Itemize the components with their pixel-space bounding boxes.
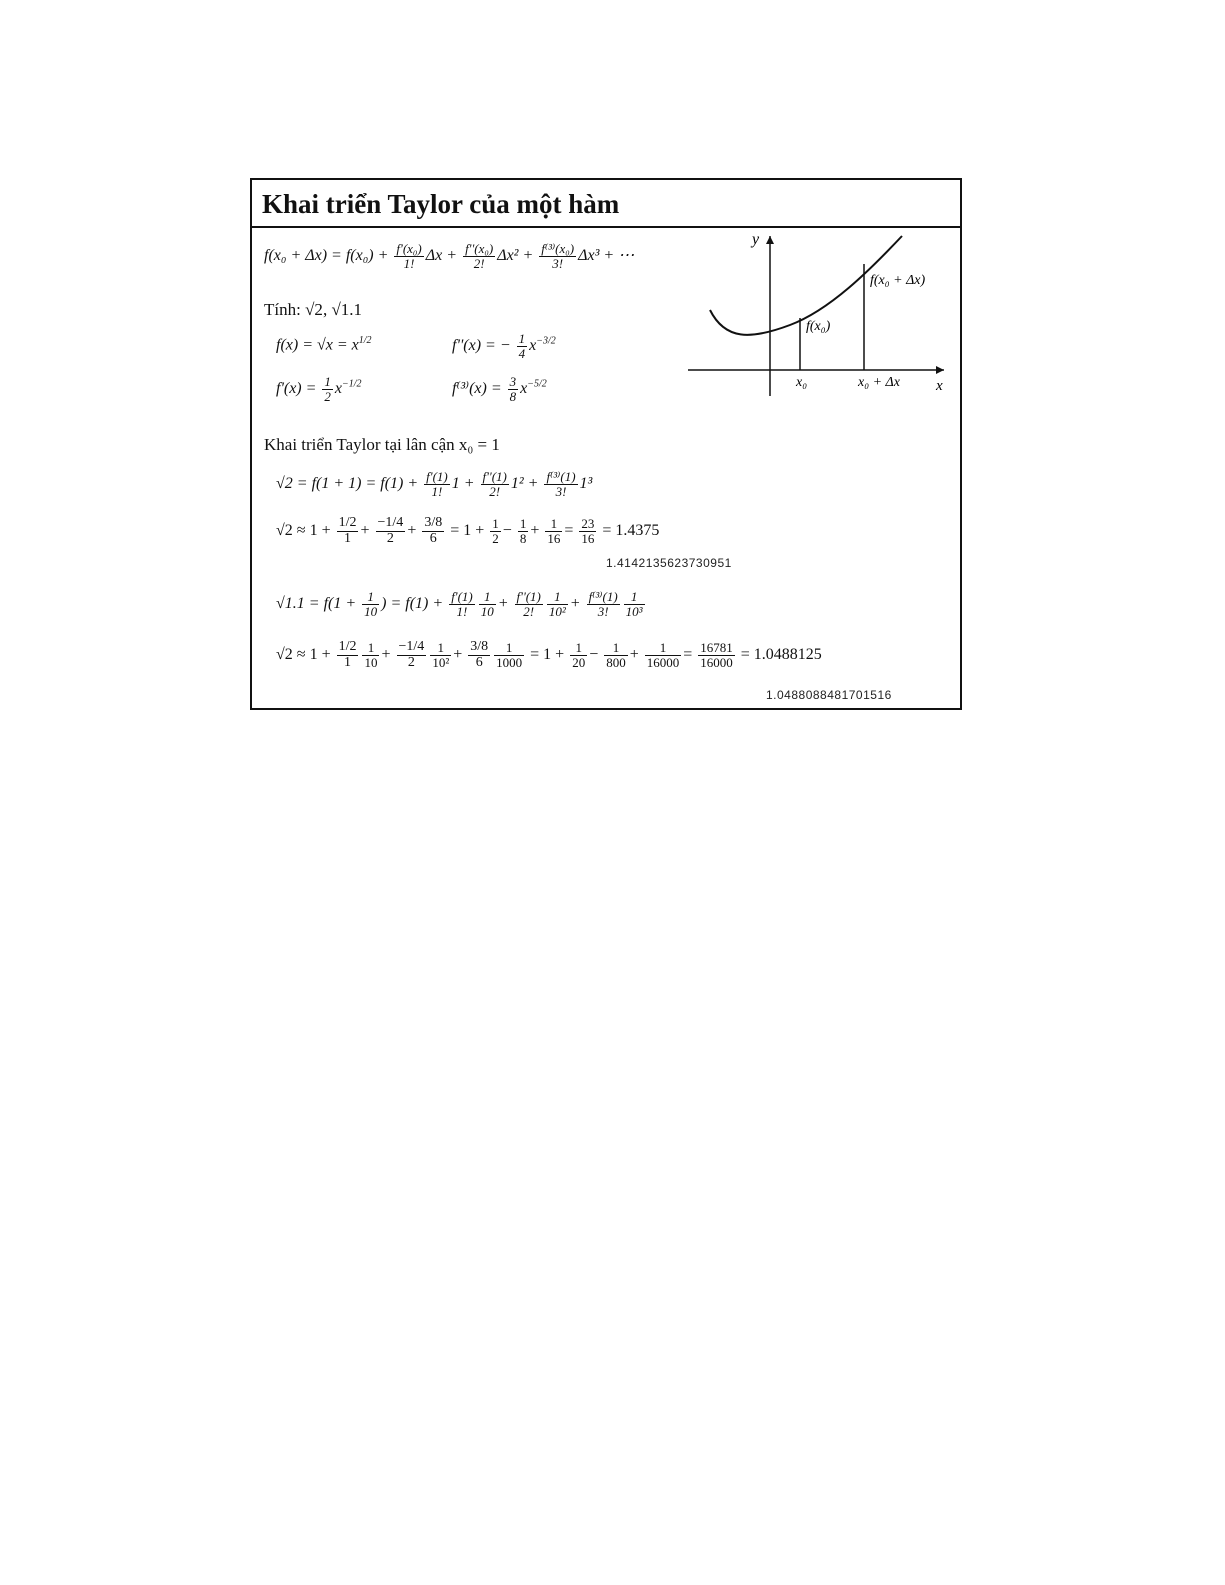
expand-label: Khai triển Taylor tại lân cận x₀ = 1 [264,435,500,454]
sqrt11-expansion: √1.1 = f(1 + $\frac{1}{10}$ ) = f(1) + $\frac{f'(1)}{1!}$ $\frac{1}{10}$ + $\frac{f''(1)}{2!}$ $\frac{1}{\text{10²}}$ + $\frac{\text{f⁽³⁾(1)}}{3!}$ $\frac{1}{\text{10³}}$ [276,589,643,619]
tinh-line: Tính: √2, √1.1 [264,300,363,319]
sqrt2-approx: √2 ≈ 1 + $\frac{1/2}{1}$ + $\frac{-1/4}{2}$ + $\frac{3/8}{6}$ = 1 + $\frac{1}{2}$ − $\frac{1}{8}$ + $\frac{1}{16}$ = $\frac{23}{16}$ = 1.4375 [276,515,660,546]
taylor-graph [680,230,960,406]
slide [250,178,962,710]
x-label: x [936,378,943,394]
def-f2: f''(x) = − $\frac{1}{4}$ $x^{-3/2}$ [452,331,556,361]
sqrt2-expansion: √2 = f(1 + 1) = f(1) + $\frac{f'(1)}{1!}$ 1 + $\frac{f''(1)}{2!}$ 1² + $\frac{\text{f⁽³⁾(1)}}{3!}$ 1³ [276,469,593,499]
x0-label: x₀ [796,375,808,390]
fx0-label: f(x₀) [806,319,831,334]
y-label: y [752,231,760,248]
def-f: $f(x) = √x = x^{1/2}$ [276,335,372,354]
x0dx-label: x₀ + Δx [858,375,900,390]
sqrt2-true-value: 1.4142135623730951 [606,556,732,570]
sqrt11-approx: √2 ≈ 1 + $\frac{1/2}{1}$ $\frac{1}{10}$ + $\frac{-1/4}{2}$ $\frac{1}{\text{10²}}$ + $\frac{3/8}{6}$ $\frac{1}{1000}$ = 1 + $\frac{1}{20}$ − $\frac{1}{800}$ + $\frac{1}{16000}$ = $\frac{16781}{16000}$ = 1.0488125 [276,639,822,670]
x-axis-arrow [936,366,944,374]
y-axis-arrow [766,236,774,244]
def-f1: f'(x) = $\frac{1}{2}$ $x^{-1/2}$ [276,374,362,404]
sqrt11-true-value: 1.0488088481701516 [766,688,892,702]
def-f3: f⁽³⁾(x) = $\frac{3}{8}$ $x^{-5/2}$ [452,374,547,404]
slide-title: Khai triển Taylor của một hàm [252,180,960,228]
taylor-formula: f(x₀ + Δx) = f(x₀) + $\frac{\text{f'(x₀)}}{1!}$ Δx + $\frac{\text{f''(x₀)}}{2!}$ Δx² + $\frac{\text{f⁽³⁾(x₀)}}{3!}$ Δx³ + ⋯ [264,241,635,271]
fx0dx-label: f(x₀ + Δx) [870,273,926,288]
